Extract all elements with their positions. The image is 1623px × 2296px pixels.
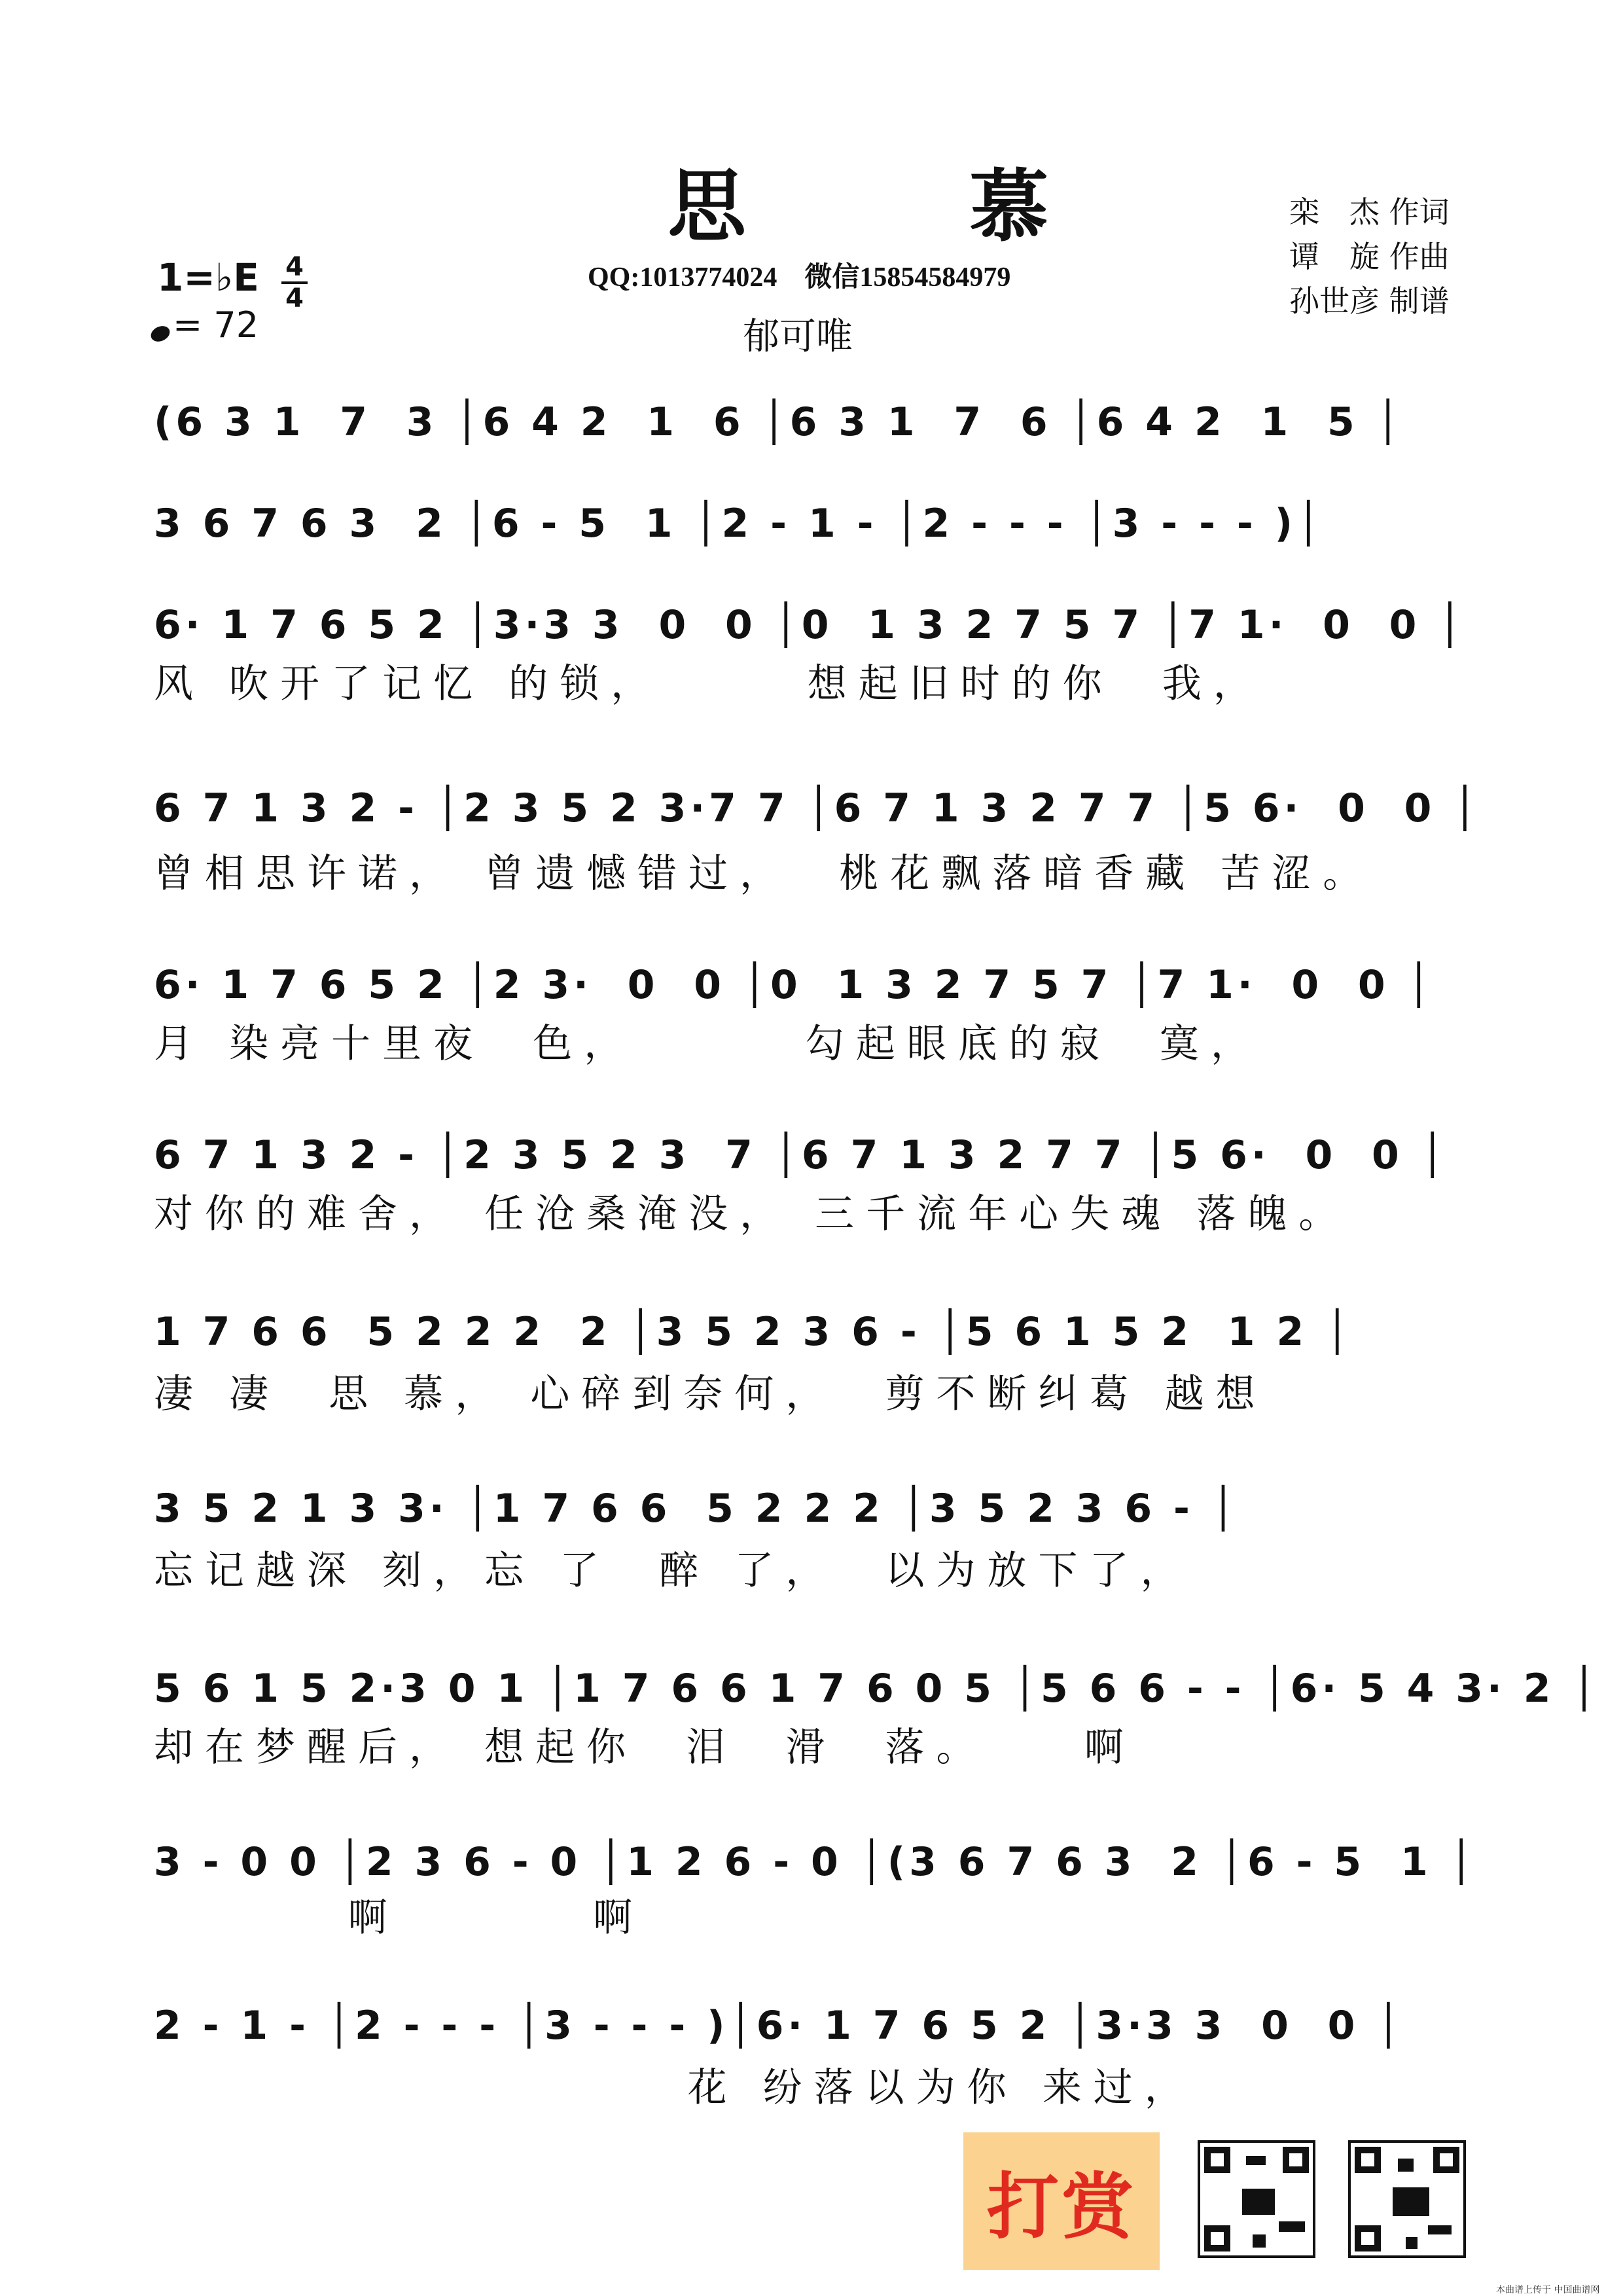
qr-code-icon	[1198, 2140, 1315, 2258]
credits	[1289, 190, 1450, 323]
key-signature: 1=♭E	[157, 255, 259, 300]
quarter-note-icon	[149, 323, 172, 345]
score-line-6: 6 7 1 3 2 - │2 3 5 2 3 7 │6 7 1 3 2 7 7 │5 6· 0 0 │	[154, 1132, 1448, 1178]
time-signature	[281, 254, 308, 312]
lyric-line-4: 曾相思许诺， 曾遗憾错过， 桃花飘落暗香藏 苦涩。	[154, 851, 1374, 897]
score-line-1: (6 3 1 7 3 │6 4 2 1 6 │6 3 1 7 6 │6 4 2 1 5 │	[154, 399, 1404, 445]
lyric-line-11: 花 纷落以为你 来过，	[154, 2065, 1196, 2111]
lyric-line-5: 月 染亮十里夜 色， 勾起眼底的寂 寞，	[154, 1021, 1262, 1067]
qr-code-icon	[1348, 2140, 1466, 2258]
tempo-marking	[151, 304, 259, 346]
lyric-line-3: 风 吹开了记忆 的锁， 想起旧时的你 我，	[154, 661, 1264, 707]
lyric-line-6: 对你的难舍， 任沧桑淹没， 三千流年心失魂 落魄。	[154, 1191, 1350, 1237]
composer: 谭 旋 作曲	[1289, 239, 1450, 274]
arranger: 孙世彦 制谱	[1289, 283, 1450, 319]
page-title: 思 慕	[668, 160, 1147, 253]
lyric-line-7: 凄 凄 思 慕， 心碎到奈何， 剪不断纠葛 越想	[154, 1371, 1267, 1417]
reward-button[interactable]: 打赏	[963, 2132, 1160, 2270]
score-line-2: 3 6 7 6 3 2 │6 - 5 1 │2 - 1 - │2 - - - │3 - - - )│	[154, 501, 1325, 547]
tempo-value: = 72	[173, 304, 259, 346]
score-line-9: 5 6 1 5 2·3 0 1 │1 7 6 6 1 7 6 0 5 │5 6 6 - - │6· 5 4 3· 2 │	[154, 1666, 1600, 1712]
singer: 郁可唯	[743, 315, 853, 358]
time-bottom: 4	[285, 283, 304, 314]
time-top: 4	[285, 252, 304, 282]
score-line-5: 6· 1 7 6 5 2 │2 3· 0 0 │0 1 3 2 7 5 7 │7 1· 0 0 │	[154, 962, 1435, 1008]
score-line-10: 3 - 0 0 │2 3 6 - 0 │1 2 6 - 0 │(3 6 7 6 3 2 │6 - 5 1 │	[154, 1839, 1477, 1885]
lyric-line-10: 啊 啊	[154, 1895, 645, 1941]
footer-note: 本曲谱上传于 中国曲谱网	[1496, 2285, 1600, 2295]
lyric-line-9: 却在梦醒后， 想起你 泪 滑 落。 啊	[154, 1725, 1135, 1770]
lyric-line-8: 忘记越深 刻，忘 了 醉 了， 以为放下了，	[154, 1548, 1192, 1594]
score-line-8: 3 5 2 1 3 3· │1 7 6 6 5 2 2 2 │3 5 2 3 6 - │	[154, 1486, 1239, 1532]
score-line-4: 6 7 1 3 2 - │2 3 5 2 3·7 7 │6 7 1 3 2 7 7 │5 6· 0 0 │	[154, 785, 1481, 831]
lyricist: 栾 杰 作词	[1289, 194, 1450, 230]
contact-info: QQ:1013774024 微信15854584979	[588, 262, 1011, 293]
score-line-11: 2 - 1 - │2 - - - │3 - - - )│6· 1 7 6 5 2 │3·3 3 0 0 │	[154, 2003, 1404, 2049]
score-line-3: 6· 1 7 6 5 2 │3·3 3 0 0 │0 1 3 2 7 5 7 │7 1· 0 0 │	[154, 602, 1466, 648]
score-line-7: 1 7 6 6 5 2 2 2 2 │3 5 2 3 6 - │5 6 1 5 2 1 2 │	[154, 1309, 1353, 1355]
